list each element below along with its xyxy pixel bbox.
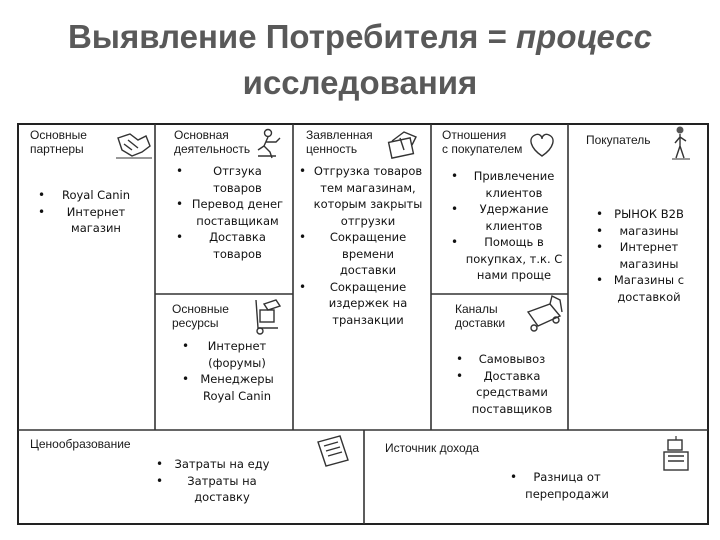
list-item: • Магазины с доставкой bbox=[610, 272, 688, 305]
list-item: • Самовывоз bbox=[470, 351, 554, 368]
list-item: • Перевод денег поставщикам bbox=[190, 196, 285, 229]
key-activities-header: Основная деятельность bbox=[174, 128, 251, 156]
list-item: • Интернет магазин bbox=[56, 204, 136, 237]
hand-truck-icon bbox=[256, 300, 280, 334]
list-item: • Интернет магазины bbox=[610, 239, 688, 272]
person-icon bbox=[672, 127, 690, 160]
list-item: • Разница от перепродажи bbox=[524, 469, 610, 502]
list-item: • Сокращение издержек на транзакции bbox=[313, 279, 423, 329]
key-partners-header: Основные партнеры bbox=[30, 128, 87, 156]
worker-icon bbox=[258, 130, 280, 159]
list-item: • Затраты на еду bbox=[170, 456, 274, 473]
channels-header: Каналы доставки bbox=[455, 302, 506, 330]
list-item: • магазины bbox=[610, 223, 688, 240]
title-line1-plain: Выявление Потребителя = bbox=[67, 18, 517, 55]
key-resources-header: Основные ресурсы bbox=[172, 302, 229, 330]
value-proposition-list bbox=[313, 163, 423, 328]
list-item: • Отгзука товаров bbox=[190, 163, 285, 196]
list-item: • Помощь в покупках, т.к. С нами проще bbox=[465, 234, 563, 284]
handshake-icon bbox=[116, 134, 152, 158]
list-item: • Доставка средствами поставщиков bbox=[470, 368, 554, 418]
invoice-icon bbox=[318, 436, 348, 466]
heart-icon bbox=[531, 134, 553, 156]
list-item: • Отгрузка товаров тем магазинам, которым закрыты отгрузки bbox=[313, 163, 423, 229]
list-item: • Интернет (форумы) bbox=[196, 338, 278, 371]
value-proposition-header: Заявленная ценность bbox=[306, 128, 373, 156]
list-item: • Сокращение времени доставки bbox=[313, 229, 423, 279]
delivery-truck-icon bbox=[528, 296, 562, 331]
list-item: • Royal Canin bbox=[56, 187, 136, 204]
revenue-streams-header: Источник дохода bbox=[385, 441, 480, 455]
list-item: • Удержание клиентов bbox=[465, 201, 563, 234]
list-item: • РЫНОК B2B bbox=[610, 206, 688, 223]
key-partners-list bbox=[56, 187, 136, 237]
customer-segments-list bbox=[610, 206, 688, 305]
key-activities-list bbox=[190, 163, 285, 262]
cash-register-icon bbox=[664, 436, 688, 470]
cost-structure-list bbox=[170, 456, 274, 506]
title-line2: исследования bbox=[242, 64, 478, 101]
list-item: • Затраты на доставку bbox=[170, 473, 274, 506]
list-item: • Менеджеры Royal Canin bbox=[196, 371, 278, 404]
list-item: • Доставка товаров bbox=[190, 229, 285, 262]
customer-relationships-header: Отношения с покупателем bbox=[442, 128, 523, 156]
channels-list bbox=[470, 351, 554, 417]
key-resources-list bbox=[196, 338, 278, 404]
title-line1-italic: процесс bbox=[516, 18, 653, 55]
customer-relationships-list bbox=[465, 168, 563, 284]
customer-segments-header: Покупатель bbox=[586, 133, 651, 147]
list-item: • Привлечение клиентов bbox=[465, 168, 563, 201]
gift-box-icon bbox=[389, 132, 416, 158]
cost-structure-header: Ценообразование bbox=[30, 437, 131, 451]
revenue-streams-list bbox=[524, 469, 610, 502]
